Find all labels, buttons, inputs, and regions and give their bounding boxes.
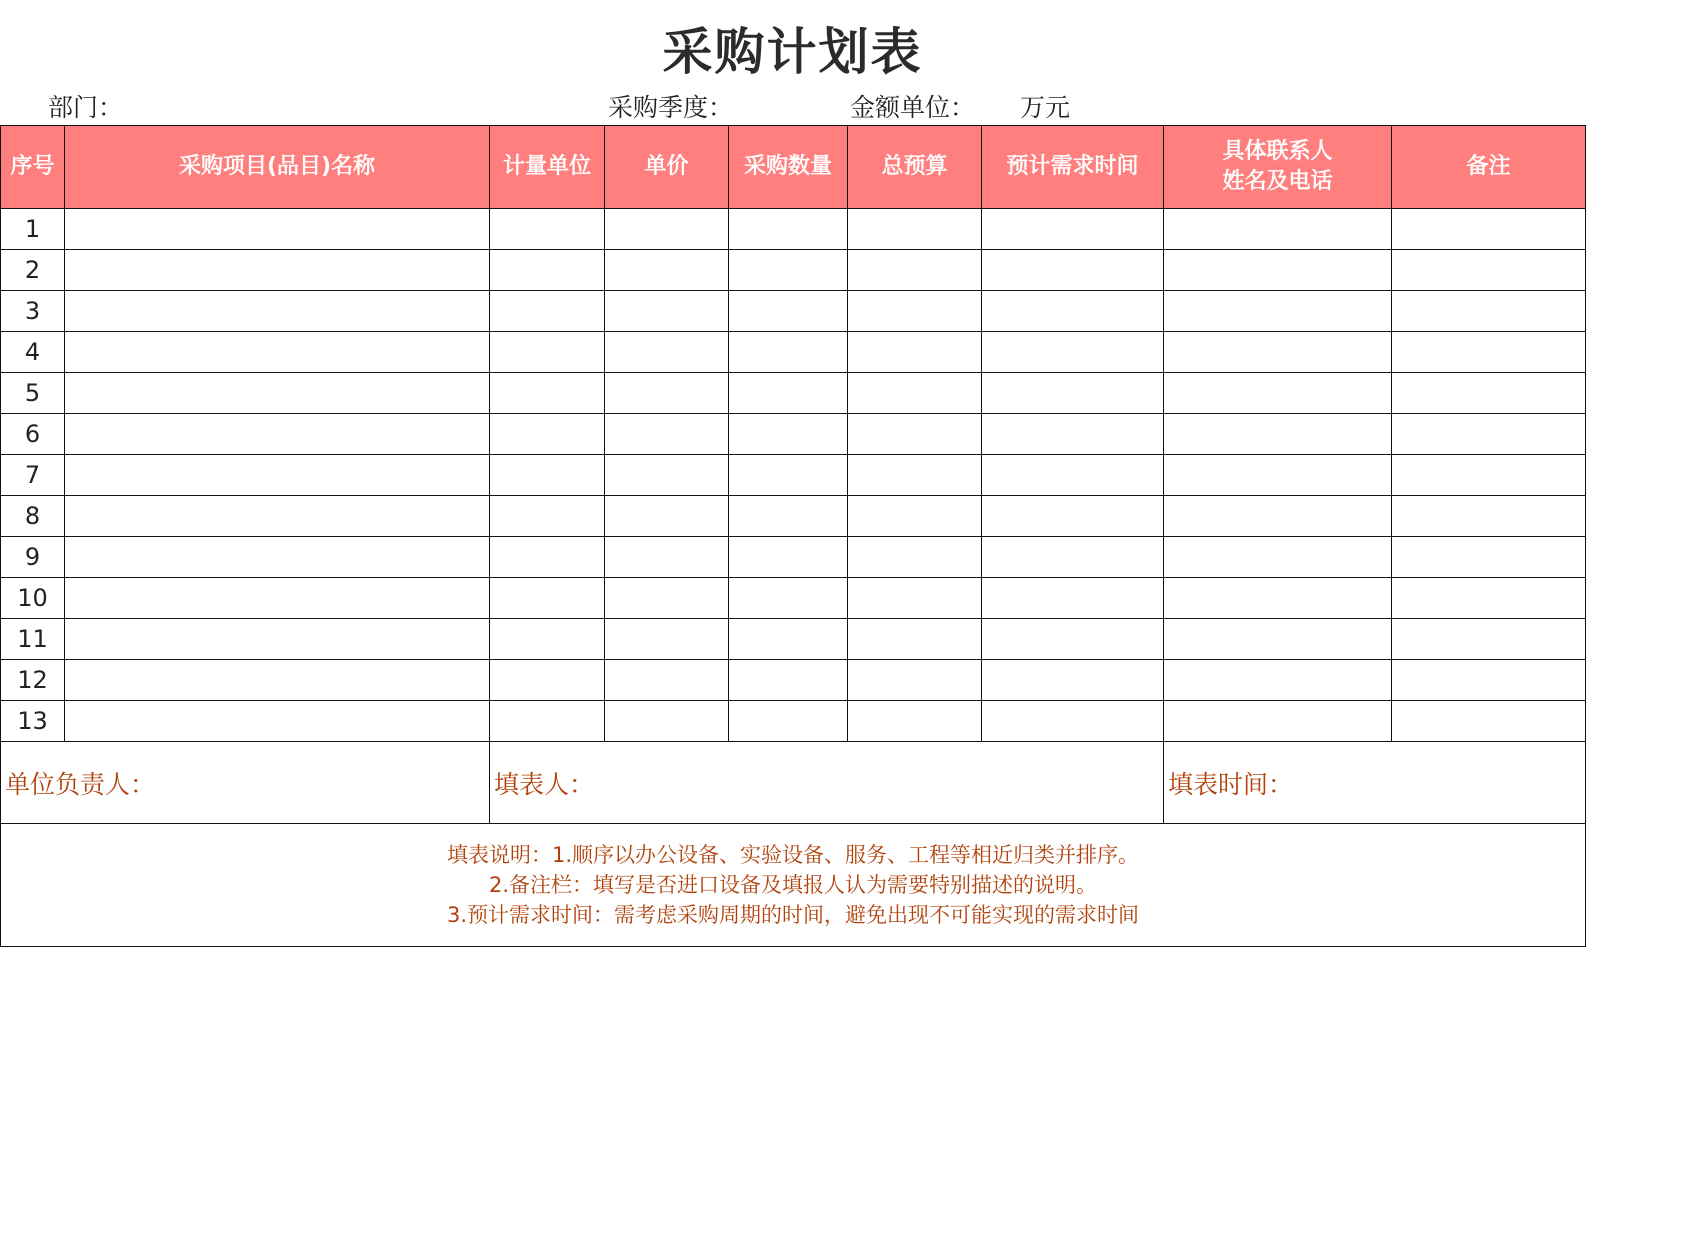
cell-required-time[interactable] bbox=[982, 332, 1164, 373]
signature-row bbox=[1, 742, 1586, 824]
procurement-plan-table bbox=[0, 125, 1586, 947]
cell-remarks[interactable] bbox=[1392, 578, 1586, 619]
page-title: 采购计划表 bbox=[662, 23, 923, 81]
cell-unit[interactable] bbox=[490, 291, 605, 332]
cell-remarks[interactable] bbox=[1392, 537, 1586, 578]
cell-unit[interactable] bbox=[490, 455, 605, 496]
cell-index: 12 bbox=[1, 660, 65, 701]
cell-unit-price[interactable] bbox=[605, 496, 729, 537]
cell-remarks[interactable] bbox=[1392, 250, 1586, 291]
cell-item-name[interactable] bbox=[65, 250, 490, 291]
cell-required-time[interactable] bbox=[982, 537, 1164, 578]
cell-remarks[interactable] bbox=[1392, 701, 1586, 742]
cell-quantity[interactable] bbox=[729, 701, 848, 742]
table-row bbox=[1, 332, 1586, 373]
cell-index: 9 bbox=[1, 537, 65, 578]
table-row bbox=[1, 455, 1586, 496]
cell-unit[interactable] bbox=[490, 701, 605, 742]
cell-unit-price[interactable] bbox=[605, 455, 729, 496]
amount-unit-label: 金额单位： bbox=[850, 93, 976, 122]
cell-index: 11 bbox=[1, 619, 65, 660]
cell-unit-price[interactable] bbox=[605, 373, 729, 414]
cell-total-budget[interactable] bbox=[848, 209, 982, 250]
cell-contact[interactable] bbox=[1164, 660, 1392, 701]
table-row bbox=[1, 619, 1586, 660]
cell-remarks[interactable] bbox=[1392, 619, 1586, 660]
note-line-3: 3.预计需求时间：需考虑采购周期的时间，避免出现不可能实现的需求时间 bbox=[446, 903, 1140, 927]
cell-required-time[interactable] bbox=[982, 250, 1164, 291]
cell-item-name[interactable] bbox=[65, 332, 490, 373]
cell-index: 10 bbox=[1, 578, 65, 619]
table-row bbox=[1, 578, 1586, 619]
column-header-item-name: 采购项目(品目)名称 bbox=[65, 126, 490, 209]
cell-quantity[interactable] bbox=[729, 291, 848, 332]
amount-unit-value: 万元 bbox=[1020, 93, 1071, 122]
cell-unit-price[interactable] bbox=[605, 209, 729, 250]
cell-contact[interactable] bbox=[1164, 619, 1392, 660]
cell-total-budget[interactable] bbox=[848, 496, 982, 537]
cell-quantity[interactable] bbox=[729, 373, 848, 414]
cell-total-budget[interactable] bbox=[848, 250, 982, 291]
table-row bbox=[1, 414, 1586, 455]
cell-quantity[interactable] bbox=[729, 578, 848, 619]
cell-required-time[interactable] bbox=[982, 701, 1164, 742]
cell-unit[interactable] bbox=[490, 332, 605, 373]
cell-total-budget[interactable] bbox=[848, 332, 982, 373]
cell-contact[interactable] bbox=[1164, 496, 1392, 537]
cell-index: 2 bbox=[1, 250, 65, 291]
cell-unit-price[interactable] bbox=[605, 660, 729, 701]
column-header-required-time: 预计需求时间 bbox=[982, 126, 1164, 209]
cell-contact[interactable] bbox=[1164, 578, 1392, 619]
cell-required-time[interactable] bbox=[982, 414, 1164, 455]
column-header-total-budget: 总预算 bbox=[848, 126, 982, 209]
notes-cell bbox=[1, 824, 1586, 947]
cell-unit-price[interactable] bbox=[605, 578, 729, 619]
cell-index: 8 bbox=[1, 496, 65, 537]
responsible-person-label: 单位负责人： bbox=[5, 769, 156, 799]
cell-unit[interactable] bbox=[490, 660, 605, 701]
cell-total-budget[interactable] bbox=[848, 578, 982, 619]
cell-total-budget[interactable] bbox=[848, 701, 982, 742]
cell-unit[interactable] bbox=[490, 414, 605, 455]
cell-unit-price[interactable] bbox=[605, 250, 729, 291]
table-row bbox=[1, 250, 1586, 291]
department-label: 部门： bbox=[48, 93, 124, 122]
cell-quantity[interactable] bbox=[729, 496, 848, 537]
purchase-season-label: 采购季度： bbox=[608, 93, 734, 122]
cell-remarks[interactable] bbox=[1392, 455, 1586, 496]
cell-item-name[interactable] bbox=[65, 619, 490, 660]
cell-unit-price[interactable] bbox=[605, 414, 729, 455]
note-line-2: 2.备注栏：填写是否进口设备及填报人认为需要特别描述的说明。 bbox=[488, 873, 1098, 897]
table-row bbox=[1, 291, 1586, 332]
filler-label: 填表人： bbox=[494, 769, 595, 799]
cell-unit-price[interactable] bbox=[605, 537, 729, 578]
cell-unit[interactable] bbox=[490, 537, 605, 578]
cell-contact[interactable] bbox=[1164, 414, 1392, 455]
cell-index: 13 bbox=[1, 701, 65, 742]
cell-index: 6 bbox=[1, 414, 65, 455]
fill-time-cell[interactable] bbox=[1164, 742, 1586, 824]
cell-contact[interactable] bbox=[1164, 332, 1392, 373]
cell-quantity[interactable] bbox=[729, 455, 848, 496]
cell-unit[interactable] bbox=[490, 209, 605, 250]
cell-required-time[interactable] bbox=[982, 455, 1164, 496]
table-row bbox=[1, 496, 1586, 537]
cell-total-budget[interactable] bbox=[848, 660, 982, 701]
cell-quantity[interactable] bbox=[729, 414, 848, 455]
cell-quantity[interactable] bbox=[729, 250, 848, 291]
cell-unit-price[interactable] bbox=[605, 701, 729, 742]
cell-unit[interactable] bbox=[490, 496, 605, 537]
cell-quantity[interactable] bbox=[729, 619, 848, 660]
notes-row bbox=[1, 824, 1586, 947]
cell-required-time[interactable] bbox=[982, 496, 1164, 537]
cell-quantity[interactable] bbox=[729, 209, 848, 250]
cell-contact[interactable] bbox=[1164, 455, 1392, 496]
responsible-person-cell[interactable] bbox=[1, 742, 490, 824]
cell-required-time[interactable] bbox=[982, 291, 1164, 332]
column-header-contact: 具体联系人 姓名及电话 bbox=[1164, 126, 1392, 209]
cell-total-budget[interactable] bbox=[848, 373, 982, 414]
cell-total-budget[interactable] bbox=[848, 619, 982, 660]
table-row bbox=[1, 701, 1586, 742]
cell-remarks[interactable] bbox=[1392, 332, 1586, 373]
cell-quantity[interactable] bbox=[729, 660, 848, 701]
cell-item-name[interactable] bbox=[65, 660, 490, 701]
cell-required-time[interactable] bbox=[982, 209, 1164, 250]
cell-index: 5 bbox=[1, 373, 65, 414]
cell-item-name[interactable] bbox=[65, 537, 490, 578]
cell-contact[interactable] bbox=[1164, 373, 1392, 414]
cell-item-name[interactable] bbox=[65, 496, 490, 537]
cell-contact[interactable] bbox=[1164, 291, 1392, 332]
cell-required-time[interactable] bbox=[982, 373, 1164, 414]
cell-remarks[interactable] bbox=[1392, 209, 1586, 250]
cell-index: 4 bbox=[1, 332, 65, 373]
cell-remarks[interactable] bbox=[1392, 373, 1586, 414]
cell-contact[interactable] bbox=[1164, 250, 1392, 291]
cell-item-name[interactable] bbox=[65, 291, 490, 332]
cell-item-name[interactable] bbox=[65, 701, 490, 742]
cell-contact[interactable] bbox=[1164, 701, 1392, 742]
cell-index: 1 bbox=[1, 209, 65, 250]
cell-contact[interactable] bbox=[1164, 209, 1392, 250]
cell-total-budget[interactable] bbox=[848, 291, 982, 332]
cell-index: 7 bbox=[1, 455, 65, 496]
filler-cell[interactable] bbox=[490, 742, 1164, 824]
cell-unit[interactable] bbox=[490, 578, 605, 619]
cell-required-time[interactable] bbox=[982, 619, 1164, 660]
column-header-unit: 计量单位 bbox=[490, 126, 605, 209]
cell-remarks[interactable] bbox=[1392, 660, 1586, 701]
cell-item-name[interactable] bbox=[65, 209, 490, 250]
column-header-remarks: 备注 bbox=[1392, 126, 1586, 209]
column-header-index: 序号 bbox=[1, 126, 65, 209]
cell-total-budget[interactable] bbox=[848, 537, 982, 578]
cell-unit-price[interactable] bbox=[605, 332, 729, 373]
note-line-1: 填表说明：1.顺序以办公设备、实验设备、服务、工程等相近归类并排序。 bbox=[446, 843, 1140, 867]
cell-item-name[interactable] bbox=[65, 373, 490, 414]
fill-time-label: 填表时间： bbox=[1168, 769, 1294, 799]
table-row bbox=[1, 537, 1586, 578]
cell-unit-price[interactable] bbox=[605, 619, 729, 660]
cell-contact[interactable] bbox=[1164, 537, 1392, 578]
column-header-unit-price: 单价 bbox=[605, 126, 729, 209]
column-header-quantity: 采购数量 bbox=[729, 126, 848, 209]
cell-item-name[interactable] bbox=[65, 414, 490, 455]
cell-remarks[interactable] bbox=[1392, 414, 1586, 455]
cell-item-name[interactable] bbox=[65, 578, 490, 619]
cell-total-budget[interactable] bbox=[848, 414, 982, 455]
cell-unit[interactable] bbox=[490, 250, 605, 291]
cell-remarks[interactable] bbox=[1392, 291, 1586, 332]
cell-item-name[interactable] bbox=[65, 455, 490, 496]
cell-quantity[interactable] bbox=[729, 332, 848, 373]
cell-unit[interactable] bbox=[490, 619, 605, 660]
cell-remarks[interactable] bbox=[1392, 496, 1586, 537]
cell-total-budget[interactable] bbox=[848, 455, 982, 496]
cell-required-time[interactable] bbox=[982, 660, 1164, 701]
cell-quantity[interactable] bbox=[729, 537, 848, 578]
cell-unit-price[interactable] bbox=[605, 291, 729, 332]
table-row bbox=[1, 660, 1586, 701]
table-header-row bbox=[1, 126, 1586, 209]
table-row bbox=[1, 209, 1586, 250]
cell-unit[interactable] bbox=[490, 373, 605, 414]
cell-required-time[interactable] bbox=[982, 578, 1164, 619]
table-row bbox=[1, 373, 1586, 414]
cell-index: 3 bbox=[1, 291, 65, 332]
